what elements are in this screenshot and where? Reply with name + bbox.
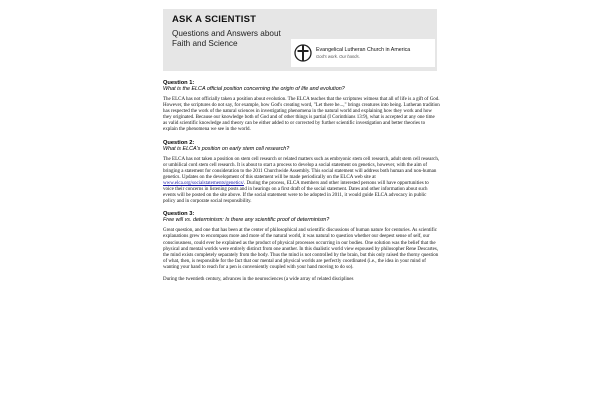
genetics-statement-link[interactable]: www.elca.org/socialstatements/genetics/	[163, 180, 244, 186]
subtitle-line-1: Questions and Answers about	[172, 29, 281, 38]
question-1-label: Question 1:	[163, 80, 195, 86]
page-title: ASK A SCIENTIST	[172, 14, 257, 25]
answer-1-text: The ELCA has not officially taken a position about evolution. The ELCA teaches that the scriptures witness that all of life is a gift of God. However, the scriptures do not say, for example, how God's creating word, "Let there be...," brings creatures into being. Lutheran tradition has respected the work of the natural sciences in investigating phenomena in the natural world and explaining how they work and how they originated. Because our knowledge both of God and of other things is partial (I Corinthians 13:9), what is accepted at any one time as valid scientific knowledge and theory can be either added to or corrected by further scientific investigation and better theories to explain the phenomena we see in the world.	[163, 97, 440, 133]
answer-3-text: Great question, and one that has been at the center of philosophical and scientific discussions of human nature for centuries. As scientific explanations grew to encompass more and more of the natural world, it was natural to question whether our deepest sense of self, our consciousness, could ever be explained as the product of physical processes occurring in our bodies. One solution was the belief that the physical and mental worlds were entirely distinct from one another. In this dualistic world view espoused by philosopher Rene Descartes, the mind exists completely separately from the body. Thus the mind is not controlled by the brain, but this only raised the thorny question of what, then, is responsible for the fact that our mental and physical worlds are perfectly coordinated (i.e., the idea in your mind of wanting your hand to reach for a pen is conveniently coupled with your hand moving to do so).	[163, 228, 439, 270]
header-banner	[163, 9, 437, 71]
answer-3-continued: During the twentieth century, advances in the neurosciences (a wide array of related disciplines	[163, 276, 354, 282]
cross-logo-icon	[294, 43, 312, 63]
org-logo-box	[291, 39, 435, 67]
answer-2-part-1: The ELCA has not taken a position on stem cell research or related matters such as embryonic stem cell research, adult stem cell research, or umbilical cord stem cell research. It is about to start a process to develop a social statement on genetics, however, with the aim of bringing a statement for consideration to the 2011 Churchwide Assembly. This social statement will address both human and non-human genetics. Updates on the development of this statement will be made periodically on the ELCA web site at	[163, 156, 440, 180]
org-name: Evangelical Lutheran Church in America	[316, 47, 411, 53]
org-tagline: God's work. Our hands.	[316, 54, 360, 59]
question-1-text: What is the ELCA official position concerning the origin of life and evolution?	[163, 86, 345, 92]
qa-content	[163, 80, 440, 289]
answer-2-part-2: . During the process, ELCA members and other interested persons will have opportunities to voice their concerns in listening posts and in hearings on a first draft of the social statement. Dates and other information about such events will be posted on the site above. If the social statement were to be adopted in 2011, it would guide ELCA advocacy in public policy and in corporate social responsibility.	[163, 180, 429, 205]
question-3-label: Question 3:	[163, 211, 195, 218]
question-1-section	[163, 80, 440, 134]
question-3-section	[163, 211, 440, 283]
page-subtitle	[172, 29, 281, 49]
question-2-label: Question 2:	[163, 139, 195, 146]
question-2-text: What is ELCA's position on early stem cell research?	[163, 145, 290, 152]
subtitle-line-2: Faith and Science	[172, 39, 238, 48]
question-3-text: Free will vs. determinism: Is there any scientific proof of determinism?	[163, 217, 330, 224]
answer-2-text	[163, 157, 440, 206]
question-2-section	[163, 140, 440, 206]
